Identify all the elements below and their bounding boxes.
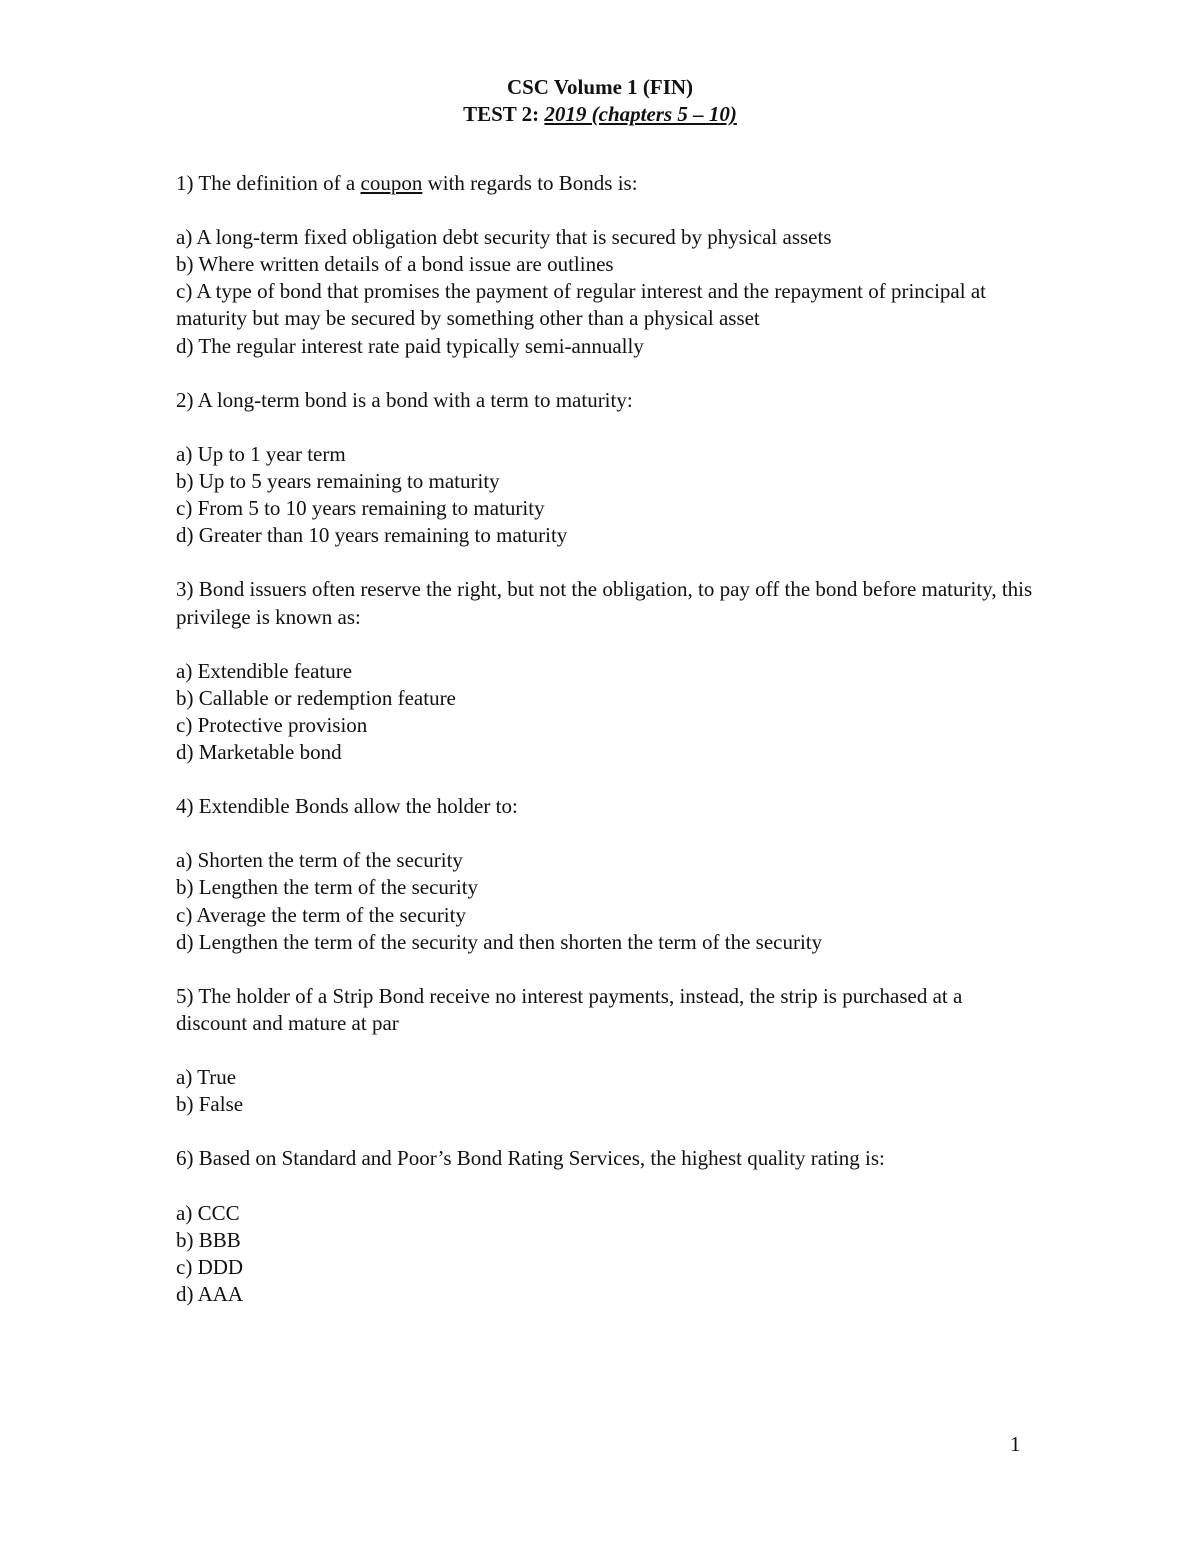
question-block [176, 983, 1036, 1118]
option-list [176, 441, 1036, 549]
question-stem: 4) Extendible Bonds allow the holder to: [176, 794, 518, 819]
document-title: CSC Volume 1 (FIN) [506, 75, 694, 99]
question-block [176, 576, 1036, 766]
option-item: d) The regular interest rate paid typically semi-annually [176, 333, 644, 358]
option-item: d) Greater than 10 years remaining to maturity [176, 523, 568, 548]
option-item: d) Lengthen the term of the security and then shorten the term of the security [176, 929, 823, 954]
option-item: a) Up to 1 year term [176, 441, 346, 466]
option-item: d) AAA [176, 1281, 244, 1306]
question-stem [176, 170, 1036, 197]
option-item: d) Marketable bond [176, 739, 342, 764]
question-block [176, 170, 1036, 360]
option-item: b) Callable or redemption feature [176, 685, 456, 710]
option-item: b) Where written details of a bond issue are outlines [176, 252, 614, 277]
question-text: with regards to Bonds is: [422, 171, 638, 195]
option-list [176, 224, 1036, 359]
subtitle-chapters: 2019 (chapters 5 – 10) [544, 102, 737, 126]
question-number: 1) [176, 171, 199, 195]
option-item: b) Up to 5 years remaining to maturity [176, 469, 500, 494]
question-stem: 5) The holder of a Strip Bond receive no interest payments, instead, the strip is purchased at a discount and mature at par [176, 983, 963, 1035]
option-list [176, 847, 1036, 955]
option-item: a) True [176, 1065, 237, 1090]
option-item: b) BBB [176, 1227, 241, 1252]
option-item: c) Protective provision [176, 712, 368, 737]
option-list [176, 1064, 1036, 1118]
option-item: b) Lengthen the term of the security [176, 875, 479, 900]
question-block [176, 793, 1036, 956]
question-block [176, 1145, 1036, 1308]
option-item: c) From 5 to 10 years remaining to maturity [176, 496, 545, 521]
option-item: c) Average the term of the security [176, 902, 466, 927]
option-item: b) False [176, 1092, 244, 1117]
question-stem: 3) Bond issuers often reserve the right, but not the obligation, to pay off the bond before maturity, this privilege is known as: [176, 577, 1033, 629]
question-block [176, 387, 1036, 550]
question-stem: 6) Based on Standard and Poor’s Bond Rating Services, the highest quality rating is: [176, 1146, 885, 1171]
option-list [176, 658, 1036, 766]
document-subtitle [0, 101, 1200, 128]
question-keyword: coupon [360, 171, 423, 195]
option-item: c) DDD [176, 1254, 244, 1279]
option-item: a) Shorten the term of the security [176, 848, 463, 873]
option-item: a) A long-term fixed obligation debt security that is secured by physical assets [176, 225, 832, 250]
question-text: The definition of a [198, 171, 361, 195]
option-list [176, 1200, 1036, 1308]
question-stem: 2) A long-term bond is a bond with a term to maturity: [176, 387, 633, 412]
option-item: a) Extendible feature [176, 658, 353, 683]
page-number: 1 [1010, 1432, 1021, 1456]
option-item: a) CCC [176, 1200, 240, 1225]
question-list [176, 170, 1036, 1308]
option-item: c) A type of bond that promises the payment of regular interest and the repayment of principal at maturity but may be secured by something other than a physical asset [176, 279, 986, 331]
subtitle-prefix: TEST 2: [463, 102, 545, 126]
